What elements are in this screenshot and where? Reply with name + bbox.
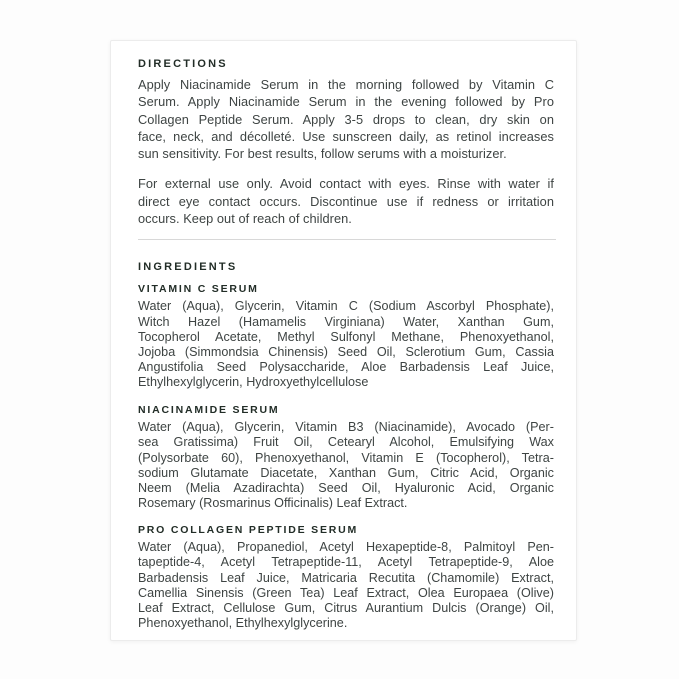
text-line: sea Gratissima) Fruit Oil, Cetearyl Alcohol, Emulsifying Wax bbox=[138, 435, 554, 450]
text-line: Ethylhexylglycerin, Hydroxyethylcellulose bbox=[138, 375, 369, 390]
text-line: For external use only. Avoid contact with eyes. Rinse with water if bbox=[138, 176, 554, 192]
text-line: Serum. Apply Niacinamide Serum in the evening followed by Pro bbox=[138, 94, 554, 110]
text-line: Water (Aqua), Glycerin, Vitamin B3 (Niacinamide), Avocado (Per- bbox=[138, 420, 554, 435]
text-line: (Polysorbate 60), Phenoxyethanol, Vitamin E (Tocopherol), Tetra- bbox=[138, 450, 554, 465]
section-title-vitamin-c-serum: VITAMIN C SERUM bbox=[138, 283, 259, 296]
text-line: Tocopherol Acetate, Methyl Sulfonyl Methane, Phenoxyethanol, bbox=[138, 329, 554, 344]
ingredients-pro-collagen-peptide-serum bbox=[138, 540, 554, 631]
text-line: Water (Aqua), Glycerin, Vitamin C (Sodium Ascorbyl Phosphate), bbox=[138, 299, 554, 314]
text-line: Neem (Melia Azadirachta) Seed Oil, Hyaluronic Acid, Organic bbox=[138, 480, 554, 495]
text-line: Water (Aqua), Propanediol, Acetyl Hexapeptide-8, Palmitoyl Pen- bbox=[138, 540, 554, 555]
text-line: sodium Glutamate Diacetate, Xanthan Gum, Citric Acid, Organic bbox=[138, 465, 554, 480]
text-line: Angustifolia Seed Polysaccharide, Aloe Barbadensis Leaf Juice, bbox=[138, 360, 554, 374]
text-line: Leaf Extract, Cellulose Gum, Citrus Aurantium Dulcis (Orange) Oil, bbox=[138, 600, 554, 615]
ingredients-vitamin-c-serum bbox=[138, 299, 554, 390]
section-title-niacinamide-serum: NIACINAMIDE SERUM bbox=[138, 404, 280, 417]
text-line: Witch Hazel (Hamamelis Virginiana) Water, Xanthan Gum, bbox=[138, 314, 554, 329]
text-line: Jojoba (Simmondsia Chinensis) Seed Oil, Sclerotium Gum, Cassia bbox=[138, 344, 554, 359]
ingredients-niacinamide-serum bbox=[138, 420, 554, 511]
text-line: sun sensitivity. For best results, follow serums with a moisturizer. bbox=[138, 146, 507, 162]
text-line: Barbadensis Leaf Juice, Matricaria Recutita (Chamomile) Extract, bbox=[138, 570, 554, 585]
text-line: occurs. Keep out of reach of children. bbox=[138, 211, 352, 227]
text-line: Apply Niacinamide Serum in the morning followed by Vitamin C bbox=[138, 77, 554, 92]
ingredients-heading: INGREDIENTS bbox=[138, 261, 238, 274]
text-line: Collagen Peptide Serum. Apply 3-5 drops to clean, dry skin on bbox=[138, 111, 554, 127]
section-divider bbox=[138, 239, 556, 240]
directions-paragraph-usage bbox=[138, 76, 554, 162]
text-line: face, neck, and décolleté. Use sunscreen daily, as retinol increases bbox=[138, 128, 554, 144]
directions-paragraph-warnings bbox=[138, 175, 554, 227]
text-line: tapeptide-4, Acetyl Tetrapeptide-11, Acetyl Tetrapeptide-9, Aloe bbox=[138, 555, 554, 570]
directions-heading: DIRECTIONS bbox=[138, 58, 228, 70]
product-label-card bbox=[110, 40, 577, 641]
text-line: Rosemary (Rosmarinus Officinalis) Leaf Extract. bbox=[138, 496, 408, 511]
text-line: Camellia Sinensis (Green Tea) Leaf Extract, Olea Europaea (Olive) bbox=[138, 585, 554, 600]
text-line: direct eye contact occurs. Discontinue use if redness or irritation bbox=[138, 193, 554, 209]
text-line: Phenoxyethanol, Ethylhexylglycerine. bbox=[138, 616, 348, 631]
section-title-pro-collagen-peptide-serum: PRO COLLAGEN PEPTIDE SERUM bbox=[138, 524, 359, 537]
